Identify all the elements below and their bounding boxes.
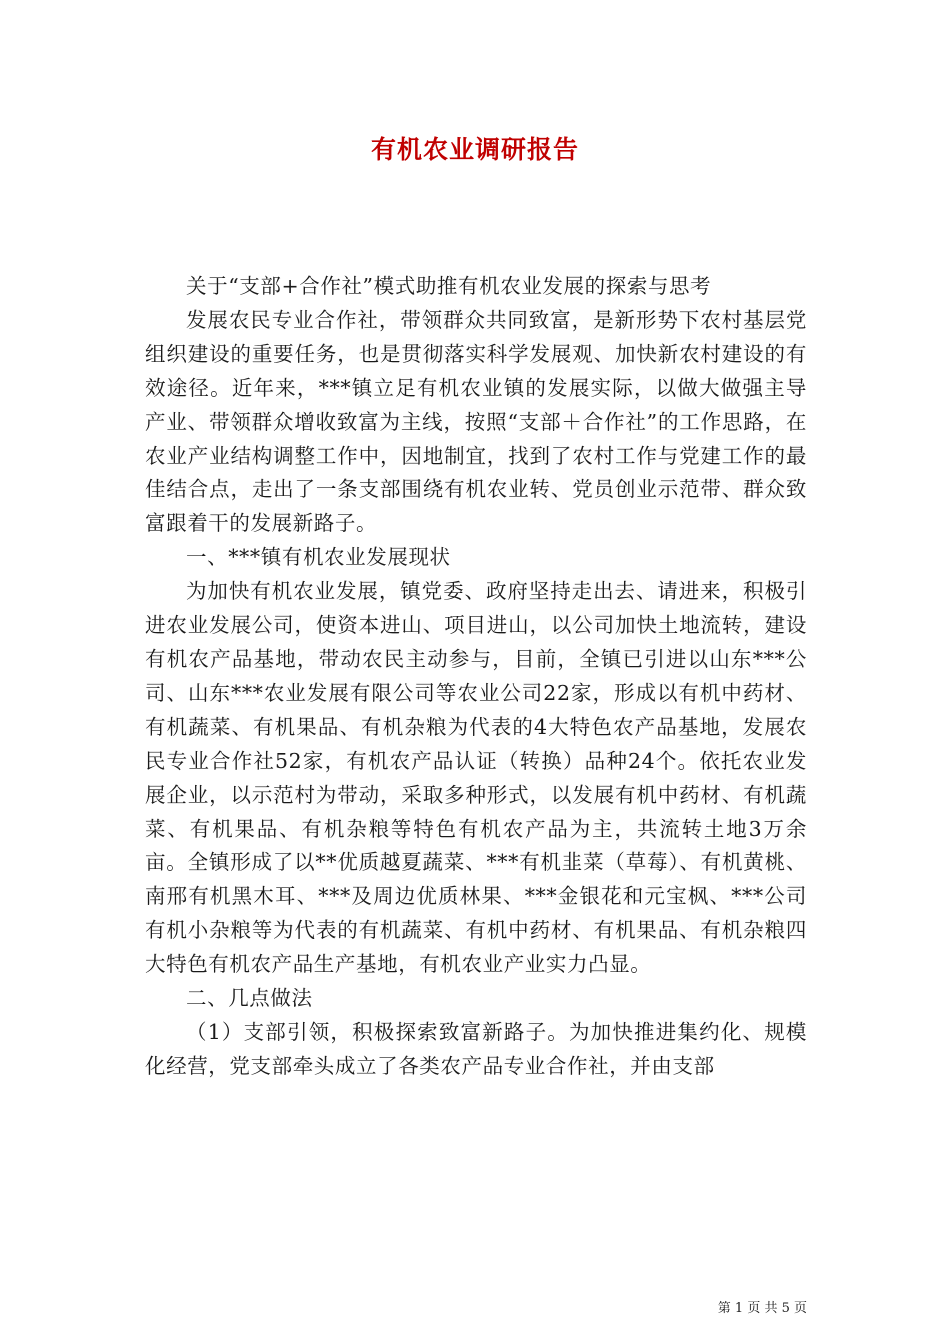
document-body	[145, 270, 807, 1084]
subtitle-paragraph: 关于“支部+合作社”模式助推有机农业发展的探索与思考	[186, 274, 712, 298]
body-paragraph: （1）支部引领，积极探索致富新路子。为加快推进集约化、规模化经营，党支部牵头成立了各类农产品专业合作社，并由支部	[145, 1019, 807, 1078]
section-heading-1: 一、***镇有机农业发展现状	[186, 545, 451, 570]
body-paragraph: 发展农民专业合作社，带领群众共同致富，是新形势下农村基层党组织建设的重要任务，也是贯彻落实科学发展观、加快新农村建设的有效途径。近年来，***镇立足有机农业镇的发展实际，以做大做强主导产业、带领群众增收致富为主线，按照“支部＋合作社”的工作思路，在农业产业结构调整工作中，因地制宜，找到了农村工作与党建工作的最佳结合点，走出了一条支部围绕有机农业转、党员创业示范带、群众致富跟着干的发展新路子。	[145, 307, 807, 536]
body-paragraph: 为加快有机农业发展，镇党委、政府坚持走出去、请进来，积极引进农业发展公司，使资本进山、项目进山，以公司加快土地流转，建设有机农产品基地，带动农民主动参与，目前，全镇已引进以山东***公司、山东***农业发展有限公司等农业公司22家，形成以有机中药材、有机蔬菜、有机果品、有机杂粮为代表的4大特色农产品基地，发展农民专业合作社52家，有机农产品认证（转换）品种24个。依托农业发展企业，以示范村为带动，采取多种形式，以发展有机中药材、有机蔬菜、有机果品、有机杂粮等特色有机农产品为主，共流转土地3万余亩。全镇形成了以**优质越夏蔬菜、***有机韭菜（草莓）、有机黄桃、南邢有机黑木耳、***及周边优质林果、***金银花和元宝枫、***公司有机小杂粮等为代表的有机蔬菜、有机中药材、有机果品、有机杂粮四大特色有机农产品生产基地，有机农业产业实力凸显。	[145, 579, 807, 977]
page-number-footer	[718, 1300, 807, 1318]
section-heading-2: 二、几点做法	[186, 986, 313, 1011]
document-title: 有机农业调研报告	[370, 135, 579, 164]
page-number-label: 第 1 页 共 5 页	[717, 1301, 807, 1316]
